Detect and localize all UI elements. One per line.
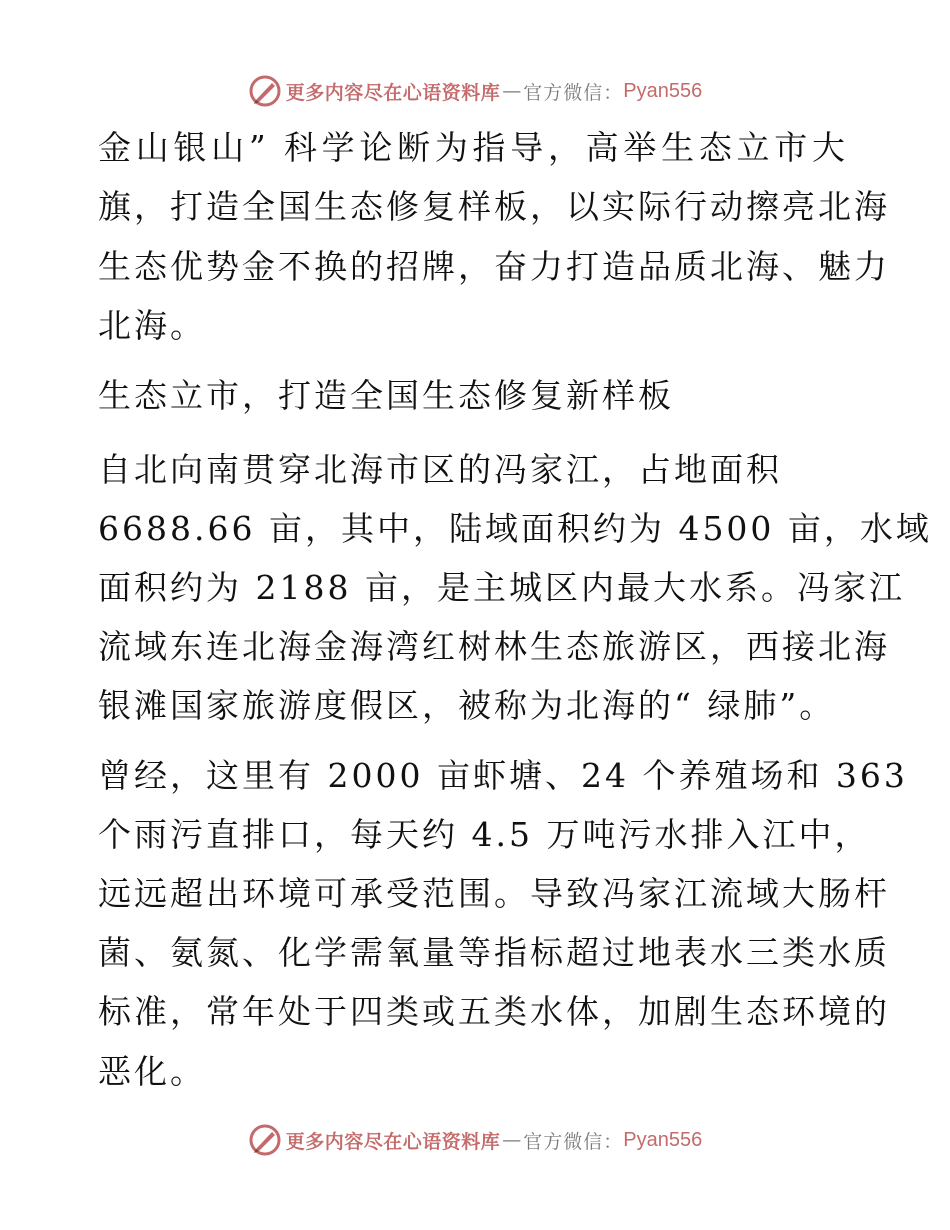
footer-wechat-label: 官方微信： xyxy=(523,1130,624,1153)
body-line: 标准，常年处于四类或五类水体，加剧生态环境的 xyxy=(98,992,890,1031)
body-line: 6688.66 亩，其中，陆域面积约为 4500 亩，水域 xyxy=(98,509,932,548)
body-line: 恶化。 xyxy=(98,1052,206,1091)
body-line: 北海。 xyxy=(98,306,206,345)
body-line: 流域东连北海金海湾红树林生态旅游区，西接北海 xyxy=(98,627,890,666)
body-line: 曾经，这里有 2000 亩虾塘、24 个养殖场和 363 xyxy=(98,756,908,795)
pen-logo-icon xyxy=(248,74,282,108)
body-line: 自北向南贯穿北海市区的冯家江，占地面积 xyxy=(98,450,782,489)
body-line: 面积约为 2188 亩，是主城区内最大水系。冯家江 xyxy=(98,568,905,607)
body-line: 生态优势金不换的招牌，奋力打造品质北海、魅力 xyxy=(98,247,890,286)
header-banner xyxy=(0,71,950,111)
section-heading: 生态立市，打造全国生态修复新样板 xyxy=(98,376,674,415)
footer-brand-text: 更多内容尽在心语资料库 xyxy=(285,1130,501,1153)
header-brand-text: 更多内容尽在心语资料库 xyxy=(285,81,501,104)
header-wechat-label: 官方微信： xyxy=(523,81,624,104)
footer-dash: — xyxy=(502,1129,522,1151)
body-line: 菌、氨氮、化学需氧量等指标超过地表水三类水质 xyxy=(98,933,890,972)
header-dash: — xyxy=(502,80,522,102)
footer-banner xyxy=(0,1120,950,1160)
body-line: 旗，打造全国生态修复样板，以实际行动擦亮北海 xyxy=(98,187,890,226)
footer-wechat-id: Pyan556 xyxy=(623,1128,703,1151)
body-line: 金山银山” 科学论断为指导，高举生态立市大 xyxy=(98,128,848,167)
body-line: 银滩国家旅游度假区，被称为北海的“ 绿肺”。 xyxy=(98,686,836,725)
pen-logo-icon xyxy=(248,1123,282,1157)
body-line: 个雨污直排口，每天约 4.5 万吨污水排入江中， xyxy=(98,815,871,854)
body-line: 远远超出环境可承受范围。导致冯家江流域大肠杆 xyxy=(98,874,890,913)
header-wechat-id: Pyan556 xyxy=(623,79,703,102)
